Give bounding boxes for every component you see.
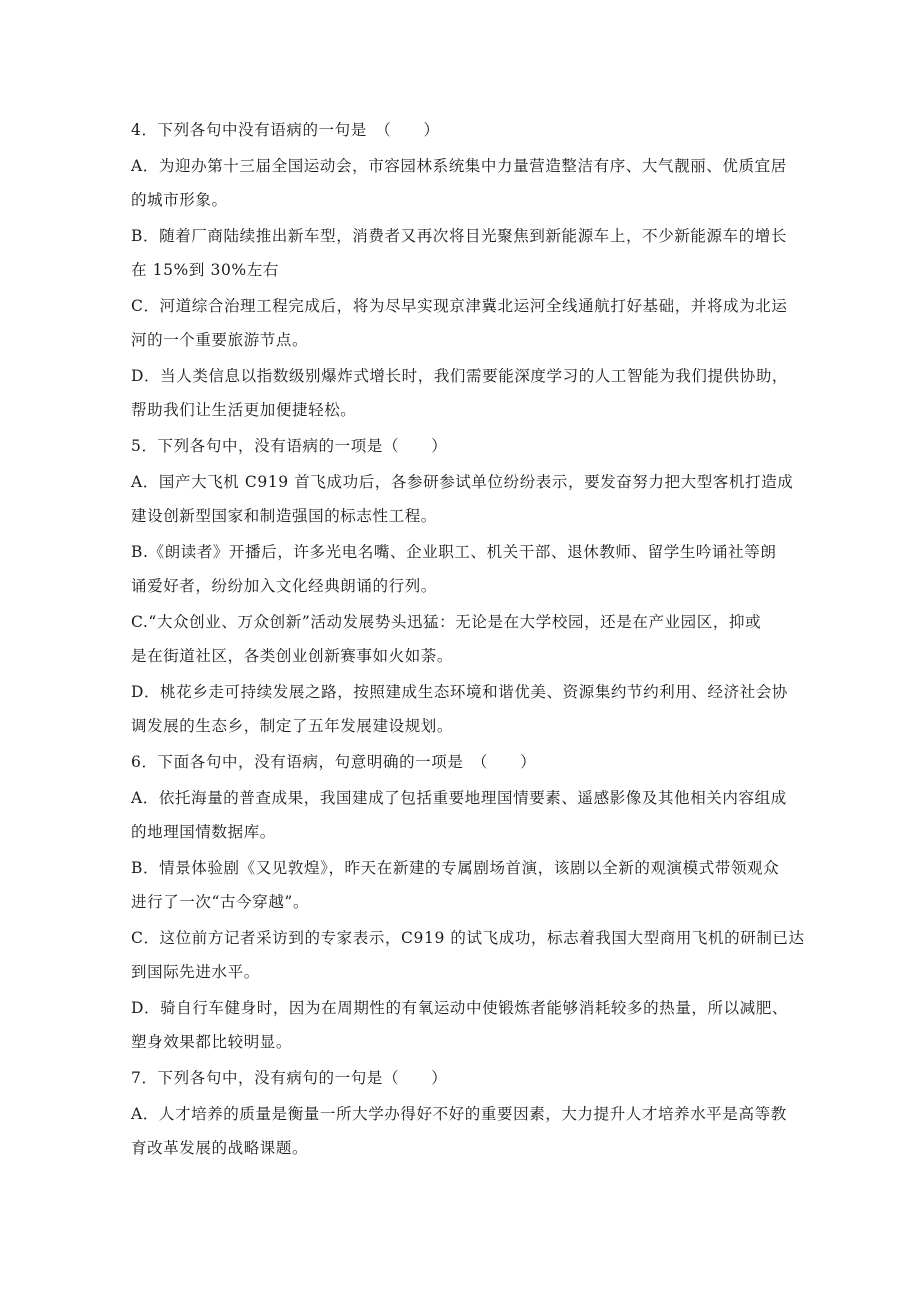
question-4-option-c-line-1: C．河道综合治理工程完成后，将为尽早实现京津冀北运河全线通航打好基础，并将成为北运	[131, 297, 788, 315]
question-5-stem: 5．下列各句中，没有语病的一项是（ ）	[131, 437, 448, 455]
question-7-option-a-line-2: 育改革发展的战略课题。	[131, 1139, 309, 1157]
question-6-option-c-line-1: C．这位前方记者采访到的专家表示，C919 的试飞成功，标志着我国大型商用飞机的研制已达	[131, 929, 805, 947]
question-5-option-d-line-2: 调发展的生态乡，制定了五年发展建设规划。	[131, 717, 454, 735]
question-5-option-c-line-1: C.“大众创业、万众创新”活动发展势头迅猛：无论是在大学校园，还是在产业园区，抑或	[131, 613, 762, 631]
question-7-stem: 7．下列各句中，没有病句的一句是（ ）	[131, 1069, 448, 1087]
question-5-option-a-line-1: A．国产大飞机 C919 首飞成功后，各参研参试单位纷纷表示，要发奋努力把大型客机打造成	[131, 473, 794, 491]
question-4-option-b-line-1: B．随着厂商陆续推出新车型，消费者又再次将目光聚焦到新能源车上，不少新能源车的增长	[131, 227, 787, 245]
question-4-option-a-line-1: A．为迎办第十三届全国运动会，市容园林系统集中力量营造整洁有序、大气靓丽、优质宜居	[131, 157, 787, 175]
question-6-option-d-line-2: 塑身效果都比较明显。	[131, 1033, 293, 1051]
question-5-option-d-line-1: D．桃花乡走可持续发展之路，按照建成生态环境和谐优美、资源集约节约利用、经济社会协	[131, 683, 789, 701]
question-4-option-a-line-2: 的城市形象。	[131, 191, 228, 209]
question-7-option-a-line-1: A．人才培养的质量是衡量一所大学办得好不好的重要因素，大力提升人才培养水平是高等教	[131, 1105, 787, 1123]
question-5-option-a-line-2: 建设创新型国家和制造强国的标志性工程。	[131, 507, 437, 525]
question-5-option-c-line-2: 是在街道社区，各类创业创新赛事如火如荼。	[131, 647, 454, 665]
question-6-option-b-line-2: 进行了一次“古今穿越”。	[131, 893, 310, 911]
question-4-stem: 4．下列各句中没有语病的一句是 （ ）	[131, 121, 440, 139]
question-5-option-b-line-1: B.《朗读者》开播后，许多光电名嘴、企业职工、机关干部、退休教师、留学生吟诵社等朗	[131, 543, 777, 561]
question-4-option-d-line-2: 帮助我们让生活更加便捷轻松。	[131, 401, 357, 419]
question-6-option-a-line-1: A．依托海量的普查成果，我国建成了包括重要地理国情要素、遥感影像及其他相关内容组成	[131, 789, 787, 807]
question-6-option-d-line-1: D．骑自行车健身时，因为在周期性的有氧运动中使锻炼者能够消耗较多的热量，所以减肥、	[131, 999, 789, 1017]
question-4-option-c-line-2: 河的一个重要旅游节点。	[131, 331, 309, 349]
question-4-option-d-line-1: D．当人类信息以指数级别爆炸式增长时，我们需要能深度学习的人工智能为我们提供协助，	[131, 367, 789, 385]
question-4-option-b-line-2: 在 15%到 30%左右	[131, 261, 279, 279]
question-5-option-b-line-2: 诵爱好者，纷纷加入文化经典朗诵的行列。	[131, 577, 437, 595]
question-6-option-a-line-2: 的地理国情数据库。	[131, 823, 276, 841]
question-6-option-b-line-1: B．情景体验剧《又见敦煌》，昨天在新建的专属剧场首演，该剧以全新的观演模式带领观众	[131, 859, 780, 877]
question-6-option-c-line-2: 到国际先进水平。	[131, 963, 260, 981]
question-6-stem: 6．下面各句中，没有语病，句意明确的一项是 （ ）	[131, 753, 537, 771]
